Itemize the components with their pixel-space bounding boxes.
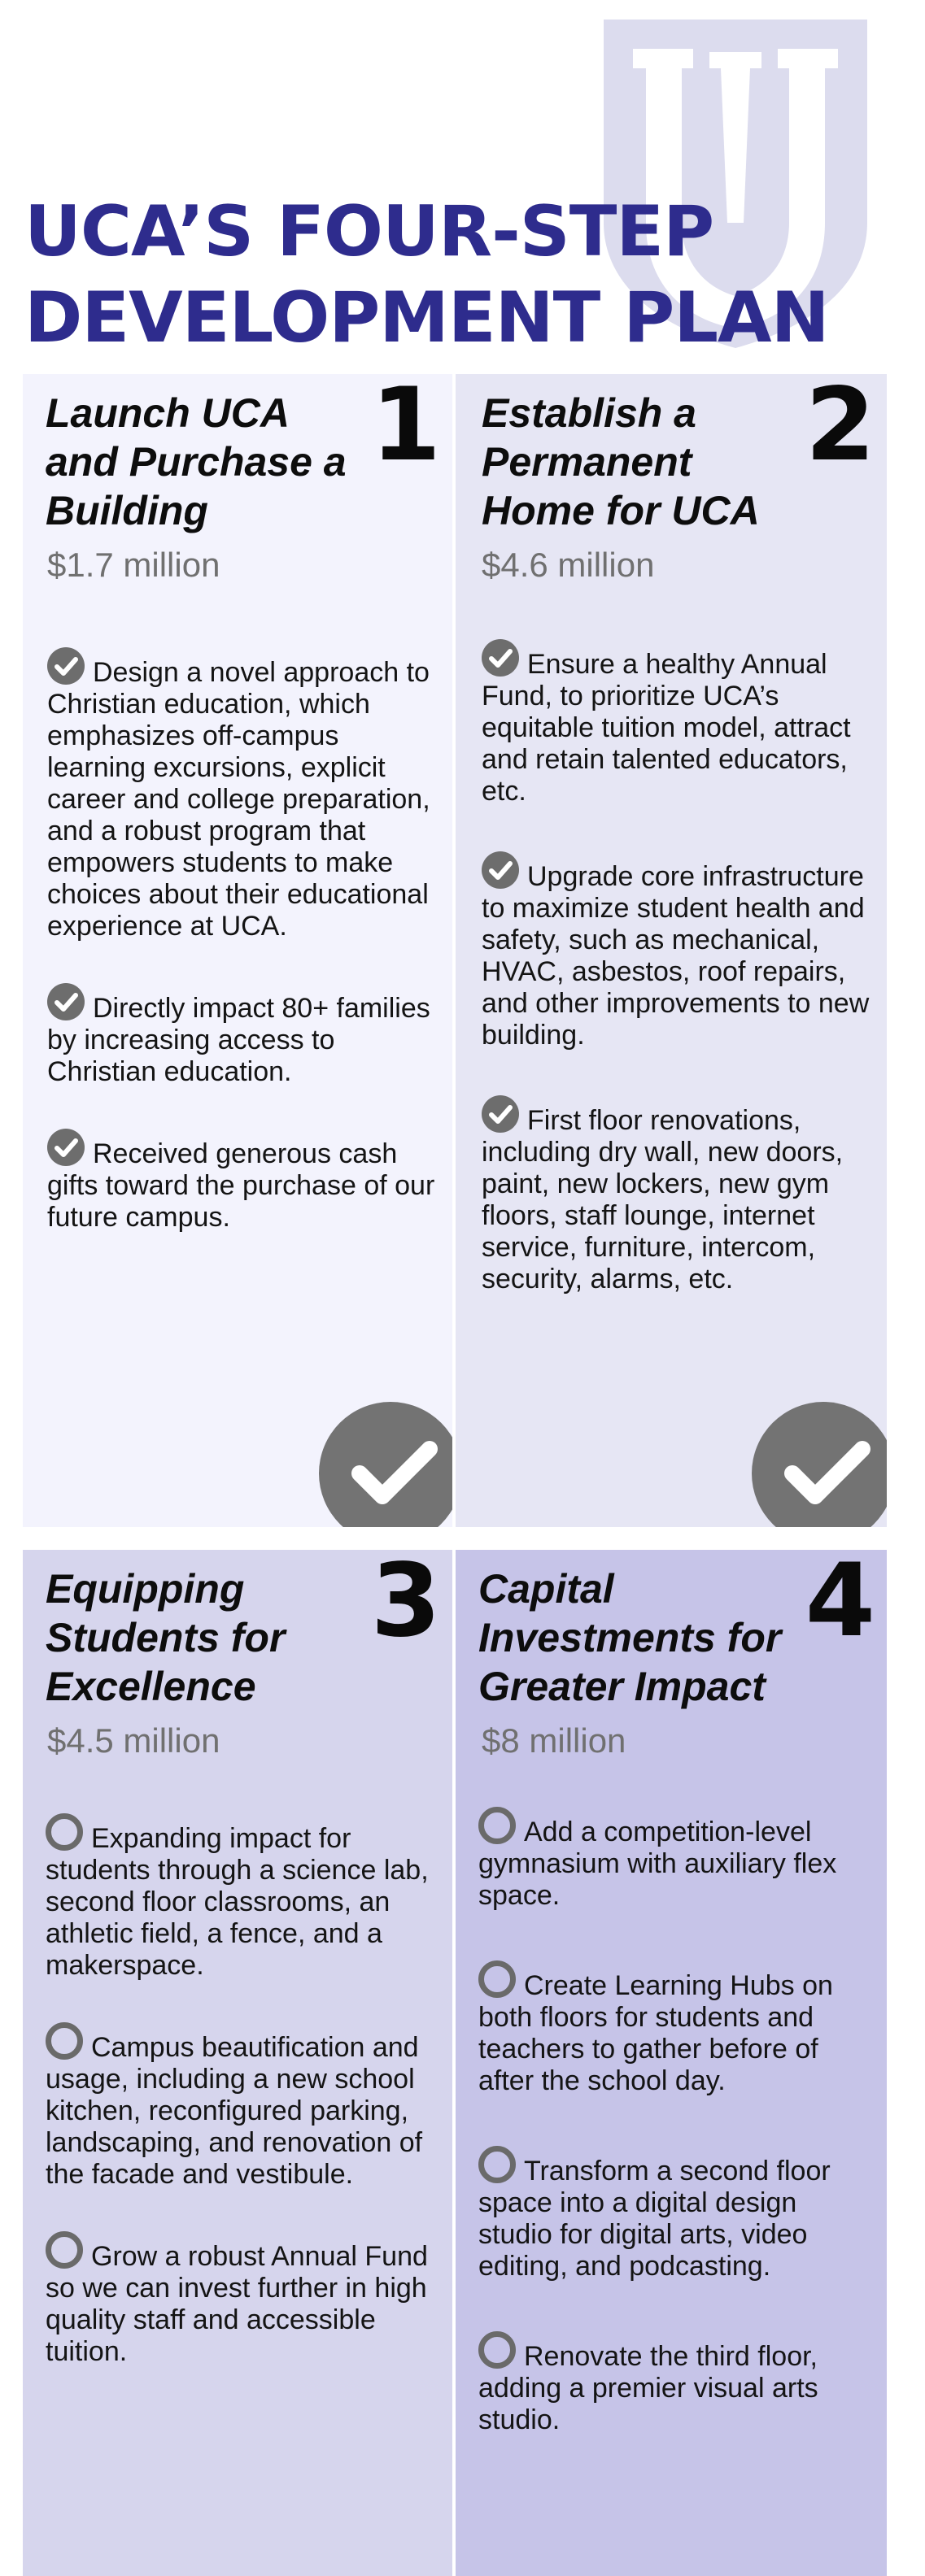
- step-number: 4: [805, 1550, 875, 1660]
- step-bullet-list: [46, 1813, 434, 2408]
- list-item: [47, 983, 436, 1088]
- check-circle-icon: [47, 647, 85, 685]
- bullet-text: First floor renovations, including dry wall, new doors, paint, new lockers, new gym floors, staff lounge, internet service, furniture, intercom, security, alarms, etc.: [482, 1105, 844, 1295]
- step-cost: $4.5 million: [47, 1721, 220, 1760]
- step-bullet-list: [47, 647, 436, 1274]
- bullet-text: Design a novel approach to Christian education, which emphasizes off-campus learning excursions, explicit career and college preparation, and a robust program that empowers students to make choices about their educational experience at UCA.: [47, 657, 430, 942]
- check-circle-icon: [47, 1129, 85, 1166]
- empty-circle-icon: [478, 1807, 516, 1844]
- page-title-line-2: DEVELOPMENT PLAN: [24, 277, 829, 359]
- list-item: [478, 2331, 867, 2436]
- empty-circle-icon: [46, 2022, 83, 2060]
- step-card-1: [23, 374, 452, 1527]
- check-circle-icon: [482, 1095, 519, 1133]
- bullet-text: Ensure a healthy Annual Fund, to prioritize UCA’s equitable tuition model, attract and retain talented educators, etc.: [482, 649, 851, 807]
- bullet-text: Expanding impact for students through a science lab, second floor classrooms, an athletic field, a fence, and a makerspace.: [46, 1823, 429, 1981]
- list-item: [478, 1807, 867, 1912]
- list-item: [46, 2022, 434, 2191]
- bullet-text: Create Learning Hubs on both floors for students and teachers to gather before of after the school day.: [478, 1970, 833, 2096]
- step-card-2: [456, 374, 887, 1527]
- list-item: [478, 1960, 867, 2097]
- bullet-text: Renovate the third floor, adding a premier visual arts studio.: [478, 2341, 818, 2435]
- list-item: [482, 1095, 870, 1295]
- list-item: [478, 2146, 867, 2282]
- step-bullet-list: [482, 639, 870, 1339]
- page-title: [24, 189, 911, 361]
- step-cost: $1.7 million: [47, 546, 220, 584]
- step-heading: Launch UCA and Purchase a Building: [46, 390, 347, 533]
- check-circle-icon: [482, 851, 519, 889]
- list-item: [46, 2231, 434, 2368]
- completed-check-icon: [319, 1402, 452, 1527]
- bullet-text: Grow a robust Annual Fund so we can invest further in high quality staff and accessible tuition.: [46, 2241, 428, 2367]
- page-title-line-1: UCA’S FOUR-STEP: [24, 191, 714, 272]
- step-card-3: [23, 1550, 452, 2576]
- list-item: [482, 851, 870, 1051]
- empty-circle-icon: [478, 2146, 516, 2183]
- step-card-4: [456, 1550, 887, 2576]
- step-number: 2: [805, 374, 875, 484]
- step-number: 3: [370, 1550, 441, 1660]
- empty-circle-icon: [478, 2331, 516, 2369]
- step-heading: Equipping Students for Excellence: [46, 1566, 286, 1709]
- list-item: [482, 639, 870, 807]
- step-heading: Capital Investments for Greater Impact: [478, 1566, 782, 1709]
- bullet-text: Transform a second floor space into a digital design studio for digital arts, video editing, and podcasting.: [478, 2156, 831, 2282]
- bullet-text: Received generous cash gifts toward the purchase of our future campus.: [47, 1138, 435, 1233]
- check-circle-icon: [47, 983, 85, 1020]
- check-circle-icon: [482, 639, 519, 677]
- empty-circle-icon: [478, 1960, 516, 1998]
- bullet-text: Upgrade core infrastructure to maximize student health and safety, such as mechanical, HVAC, asbestos, roof repairs, and other improvements to new building.: [482, 861, 870, 1051]
- empty-circle-icon: [46, 2231, 83, 2269]
- step-bullet-list: [478, 1807, 867, 2485]
- step-number: 1: [370, 374, 441, 484]
- bullet-text: Add a competition-level gymnasium with auxiliary flex space.: [478, 1817, 837, 1911]
- bullet-text: Campus beautification and usage, including a new school kitchen, reconfigured parking, landscaping, and renovation of the facade and vestibule.: [46, 2032, 423, 2190]
- step-heading: Establish a Permanent Home for UCA: [482, 390, 760, 533]
- list-item: [47, 1129, 436, 1234]
- empty-circle-icon: [46, 1813, 83, 1851]
- step-cost: $4.6 million: [482, 546, 655, 584]
- list-item: [47, 647, 436, 942]
- list-item: [46, 1813, 434, 1982]
- step-cost: $8 million: [482, 1721, 626, 1760]
- bullet-text: Directly impact 80+ families by increasing access to Christian education.: [47, 993, 430, 1087]
- completed-check-icon: [752, 1402, 887, 1527]
